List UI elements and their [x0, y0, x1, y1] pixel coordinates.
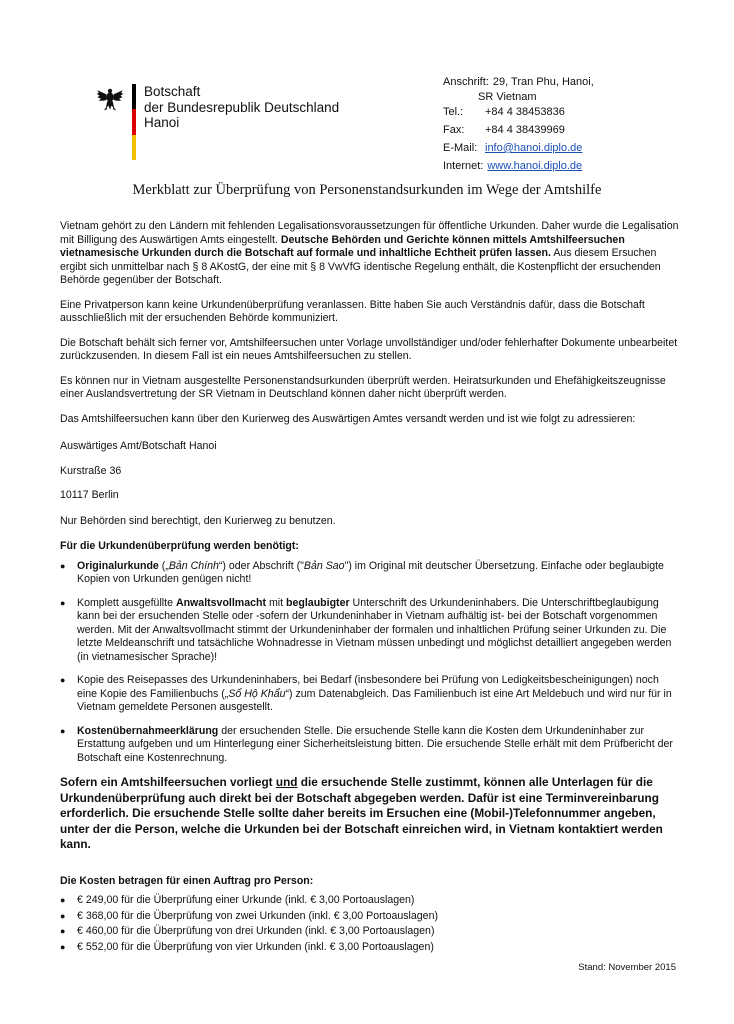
contact-block — [443, 75, 594, 174]
cost-item: ● € 552,00 für die Überprüfung von vier Urkunden (inkl. € 3,00 Portoauslagen) — [60, 941, 680, 955]
cost-item: ● € 249,00 für die Überprüfung einer Urkunde (inkl. € 3,00 Portoauslagen) — [60, 894, 680, 908]
bold-para-text: Sofern ein Amtshilfeersuchen vorliegt — [60, 775, 276, 789]
requirement-item — [60, 725, 680, 766]
req2-text: Unterschrift des Urkundeninhabers. Die Unterschriftbeglaubigung kann bei der ersuchenden Stelle oder -sofern der Urkundeninhaber in Vietnam aufhältig ist- bei der Botschaft vorgenommen werden. Mit der Anwaltsvollmacht stimmt der Urkundeninhaber der formalen und inhaltlichen Prüfung seiner Urkunden zu. Die letzte Meldeanschrift und tatsächliche Wohnadresse in Vietnam müssen unbedingt und möglichst detailliert angegeben werden (in vietnamesischer Sprache)! — [77, 596, 672, 663]
address-line: 10117 Berlin — [60, 489, 119, 501]
org-line-2: der Bundesrepublik Deutschland — [144, 99, 340, 115]
rejection-paragraph: Die Botschaft behält sich ferner vor, Amtshilfeersuchen unter Vorlage unvollständiger und/oder fehlerhafter Dokumente unbearbeitet zurückzusenden. In diesem Fall ist ein neues Amtshilfeersuchen zu stellen. — [60, 336, 678, 362]
bold-para-underline: und — [275, 775, 298, 789]
req2-bold: Anwaltsvollmacht — [175, 596, 267, 609]
organization-name — [144, 84, 339, 131]
req4-bold: Kostenübernahmeerklärung — [77, 724, 219, 737]
authorities-paragraph: Nur Behörden sind berechtigt, den Kurierweg zu benutzen. — [60, 514, 336, 527]
document-date: Stand: November 2015 — [578, 962, 676, 973]
cost-item: ● € 460,00 für die Überprüfung von drei Urkunden (inkl. € 3,00 Portoauslagen) — [60, 925, 680, 939]
req1-bold: Originalurkunde — [77, 559, 159, 572]
bold-para-text: die ersuchende Stelle zustimmt, können alle Unterlagen für die Urkundenüberprüfung auch direkt bei der Botschaft abgegeben werden. Dafür ist eine Terminvereinbarung erforderlich. Die ersuchende Stelle sollte daher bereits im Ersuchen eine (Mobil-)Telefonnummer angeben, unter der die Person, welche die Urkunden bei der Botschaft einreichen wird, in Vietnam kontaktiert werden kann. — [60, 775, 663, 851]
address-label: Anschrift: — [443, 76, 489, 88]
address-line: Auswärtiges Amt/Botschaft Hanoi — [60, 440, 217, 452]
intro-bold: Deutsche Behörden und Gerichte können mittels Amtshilfeersuchen vietnamesische Urkunden durch die Botschaft auf formale und inhaltliche Echtheit prüfen lassen. — [60, 233, 625, 259]
fax-label: Fax: — [443, 124, 465, 136]
internet-label: Internet: — [443, 160, 484, 172]
requirement-item — [60, 597, 680, 665]
costs-heading-text: Die Kosten betragen für einen Auftrag pro Person: — [60, 874, 314, 887]
org-line-3: Hanoi — [144, 115, 180, 130]
req2-text: mit — [266, 596, 287, 609]
courier-paragraph: Das Amtshilfeersuchen kann über den Kurierweg des Auswärtigen Amtes versandt werden und ist wie folgt zu adressieren: — [60, 412, 636, 425]
requirements-heading-text: Für die Urkundenüberprüfung werden benötigt: — [60, 540, 299, 552]
embassy-logo — [96, 84, 346, 164]
req2-text: Komplett ausgefüllte — [77, 596, 176, 609]
email-link[interactable]: info@hanoi.diplo.de — [485, 142, 583, 154]
german-flag-bar — [132, 84, 136, 160]
req1-text: ") im Original mit deutscher Übersetzung. Einfache oder beglaubigte Kopien von Urkunden genügen nicht! — [77, 559, 664, 585]
website-link[interactable]: www.hanoi.diplo.de — [487, 160, 583, 172]
requirement-item — [60, 560, 680, 587]
intro-text-1: Vietnam gehört zu den Ländern mit fehlenden Legalisationsvoraussetzungen für öffentliche Urkunden. Daher wurde die Legalisation mit Billigung des Auswärtigen Amts eingestellt. — [60, 220, 679, 246]
tel-label: Tel.: — [443, 106, 464, 118]
costs-heading — [60, 875, 680, 889]
cost-item: ● € 368,00 für die Überprüfung von zwei Urkunden (inkl. € 3,00 Portoauslagen) — [60, 910, 680, 924]
document-body — [60, 220, 680, 956]
org-line-1: Botschaft — [144, 84, 201, 99]
address-line: Kurstraße 36 — [60, 464, 122, 477]
req1-italic: Bản Chính — [168, 559, 219, 572]
req2-bold: beglaubigter — [286, 596, 350, 609]
address-line-2: SR Vietnam — [478, 91, 537, 103]
requirement-item — [60, 674, 680, 715]
req1-text: („ — [158, 559, 169, 572]
req1-text: “) oder Abschrift (" — [218, 559, 304, 572]
req4-text: der ersuchenden Stelle. Die ersuchende Stelle kann die Kosten dem Urkundeninhaber zur Erstattung aufgeben und um Hinterlegung einer Sicherheitsleistung bitten. Die ersuchende Stelle erhält mit dem Prüfbericht der Botschaft eine Kostenrechnung. — [77, 724, 673, 764]
intro-paragraph — [60, 220, 680, 288]
requirements-heading — [60, 540, 680, 554]
req3-text: Kopie des Reisepasses des Urkundeninhabers, bei Bedarf (insbesondere bei Prüfung von Ledigkeitsbescheinigungen) noch eine Kopie des Familienbuchs („ — [77, 674, 659, 700]
email-label: E-Mail: — [443, 142, 478, 154]
federal-eagle-icon — [96, 86, 124, 114]
intro-text-2: Aus diesem Ersuchen ergibt sich unmittelbar nach § 8 AKostG, der eine mit § 8 VwVfG identische Regelung enthält, die Kostenpflicht der ersuchenden Behörde gegenüber der Botschaft. — [60, 247, 661, 286]
req1-italic: Bản Sao — [303, 559, 345, 572]
private-person-paragraph: Eine Privatperson kann keine Urkundenüberprüfung veranlassen. Bitte haben Sie auch Verständnis dafür, dass die Botschaft ausschließlich mit der ersuchenden Behörde kommuniziert. — [60, 298, 645, 324]
req3-text: “) zum Datenabgleich. Das Familienbuch ist eine Art Meldebuch und wird nur für in Vietnam gemeldete Personen ausgestellt. — [77, 687, 672, 713]
address-line-1: 29, Tran Phu, Hanoi, — [492, 76, 594, 88]
direct-submission-paragraph — [60, 775, 680, 853]
scope-paragraph: Es können nur in Vietnam ausgestellte Personenstandsurkunden überprüft werden. Heiratsurkunden und Ehefähigkeitszeugnisse einer Auslandsvertretung der SR Vietnam in Deutschland können daher nicht überprüft werden. — [60, 374, 666, 400]
fax-value: +84 4 38439969 — [485, 124, 565, 136]
req3-italic: Sổ Hộ Khẩu — [228, 687, 286, 700]
courier-address — [60, 440, 680, 503]
tel-value: +84 4 38453836 — [485, 106, 565, 118]
document-title: Merkblatt zur Überprüfung von Personenstandsurkunden im Wege der Amtshilfe — [132, 182, 602, 198]
